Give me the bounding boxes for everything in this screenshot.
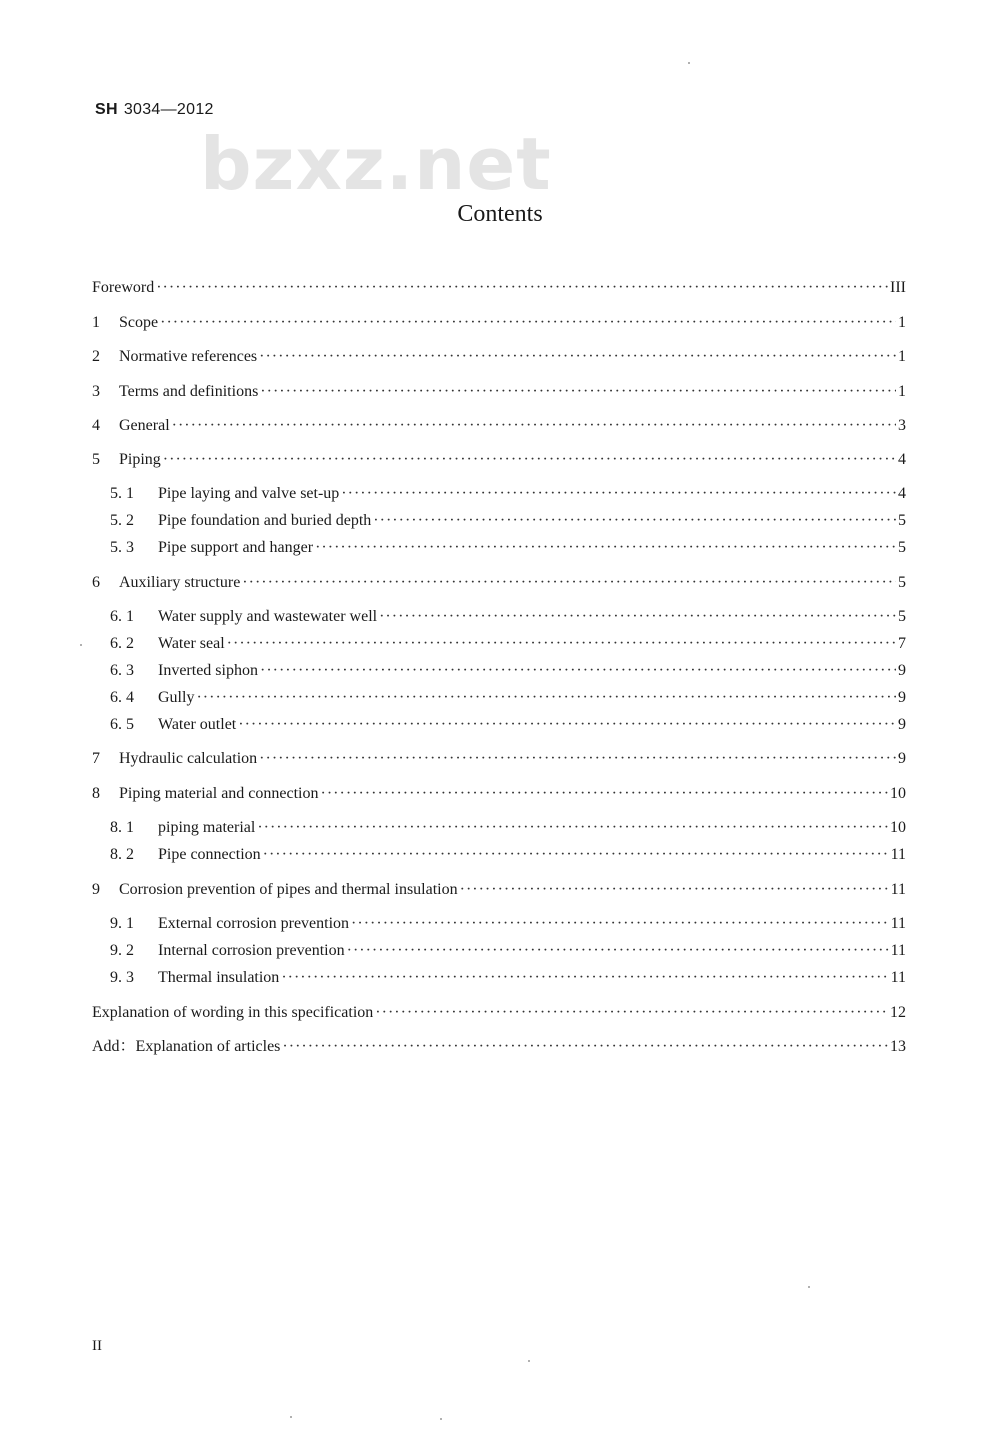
scan-speck bbox=[808, 1286, 810, 1288]
toc-dot-leader bbox=[351, 912, 889, 936]
toc-page-number: 10 bbox=[890, 785, 906, 802]
toc-page-number: 9 bbox=[898, 716, 906, 733]
toc-dot-leader bbox=[259, 345, 896, 369]
toc-label: Internal corrosion prevention bbox=[158, 942, 345, 959]
page-number: II bbox=[92, 1338, 102, 1354]
toc-label: Pipe connection bbox=[158, 846, 261, 863]
toc-page-number: 9 bbox=[898, 689, 906, 706]
toc-page-number: 5 bbox=[898, 608, 906, 625]
toc-page-number: 13 bbox=[890, 1038, 906, 1055]
toc-dot-leader bbox=[281, 966, 888, 990]
toc-dot-leader bbox=[379, 605, 896, 629]
toc-entry[interactable] bbox=[92, 311, 906, 335]
toc-entry[interactable] bbox=[110, 816, 906, 840]
toc-entry[interactable] bbox=[110, 912, 906, 936]
watermark: bzxz.net bbox=[200, 122, 552, 206]
toc-dot-leader bbox=[460, 878, 889, 902]
toc-section-number: 1 bbox=[92, 314, 100, 331]
toc-entry[interactable] bbox=[110, 632, 906, 656]
toc-label: Piping material and connection bbox=[119, 785, 319, 802]
toc-label: Pipe support and hanger bbox=[158, 539, 314, 556]
toc-entry[interactable] bbox=[110, 509, 906, 533]
toc-entry[interactable] bbox=[110, 659, 906, 683]
toc-dot-leader bbox=[373, 509, 896, 533]
toc-section-number: 7 bbox=[92, 750, 100, 767]
toc-section-number: 8 bbox=[92, 785, 100, 802]
toc-dot-leader bbox=[315, 536, 896, 560]
toc-section-number: 8. 1 bbox=[110, 819, 134, 836]
toc-entry[interactable] bbox=[92, 380, 906, 404]
toc-label: Water outlet bbox=[158, 716, 237, 733]
toc-page-number: 1 bbox=[898, 383, 906, 400]
toc-page-number: 1 bbox=[898, 348, 906, 365]
toc-entry[interactable] bbox=[110, 939, 906, 963]
toc-label: Terms and definitions bbox=[119, 383, 259, 400]
toc-page-number: 7 bbox=[898, 635, 906, 652]
toc-dot-leader bbox=[238, 713, 896, 737]
toc-section-number: 9. 1 bbox=[110, 915, 134, 932]
toc-entry[interactable] bbox=[92, 747, 906, 771]
toc-dot-leader bbox=[341, 482, 896, 506]
toc-dot-leader bbox=[375, 1001, 888, 1025]
toc-dot-leader bbox=[260, 380, 896, 404]
toc-dot-leader bbox=[160, 311, 896, 335]
toc-page-number: 11 bbox=[890, 915, 906, 932]
toc-section-number: 5. 1 bbox=[110, 485, 134, 502]
toc-entry[interactable] bbox=[92, 1001, 906, 1025]
toc-label: Water seal bbox=[158, 635, 225, 652]
toc-label: Normative references bbox=[119, 348, 258, 365]
toc-section-number: 2 bbox=[92, 348, 100, 365]
toc-dot-leader bbox=[257, 816, 888, 840]
toc-page-number: 11 bbox=[890, 846, 906, 863]
toc-section-number: 5. 2 bbox=[110, 512, 134, 529]
toc-dot-leader bbox=[227, 632, 896, 656]
scan-speck bbox=[80, 644, 82, 646]
toc-label: External corrosion prevention bbox=[158, 915, 350, 932]
toc-entry[interactable] bbox=[110, 966, 906, 990]
toc-label: Hydraulic calculation bbox=[119, 750, 258, 767]
toc-dot-leader bbox=[282, 1035, 888, 1059]
toc-label: General bbox=[119, 417, 170, 434]
toc-label: Add：Explanation of articles bbox=[92, 1038, 281, 1055]
toc-page-number: 5 bbox=[898, 539, 906, 556]
toc-entry[interactable] bbox=[92, 1035, 906, 1059]
toc-page-number: III bbox=[890, 279, 906, 296]
toc-label: Gully bbox=[158, 689, 195, 706]
toc-label: piping material bbox=[158, 819, 256, 836]
toc-entry[interactable] bbox=[92, 571, 906, 595]
toc-dot-leader bbox=[347, 939, 889, 963]
toc-page-number: 9 bbox=[898, 662, 906, 679]
toc-section-number: 9. 2 bbox=[110, 942, 134, 959]
toc-page-number: 10 bbox=[890, 819, 906, 836]
toc-entry[interactable] bbox=[110, 713, 906, 737]
toc-page-number: 11 bbox=[890, 969, 906, 986]
toc-dot-leader bbox=[242, 571, 896, 595]
document-code-number: 3034—2012 bbox=[123, 101, 214, 118]
toc-page-number: 11 bbox=[890, 942, 906, 959]
toc-section-number: 8. 2 bbox=[110, 846, 134, 863]
toc-dot-leader bbox=[172, 414, 896, 438]
toc-entry[interactable] bbox=[92, 782, 906, 806]
toc-section-number: 5. 3 bbox=[110, 539, 134, 556]
toc-dot-leader bbox=[163, 448, 896, 472]
toc-section-number: 5 bbox=[92, 451, 100, 468]
toc-page-number: 1 bbox=[898, 314, 906, 331]
toc-section-number: 4 bbox=[92, 417, 100, 434]
toc-entry[interactable] bbox=[110, 605, 906, 629]
toc-label: Auxiliary structure bbox=[119, 574, 241, 591]
toc-dot-leader bbox=[196, 686, 896, 710]
toc-label: Water supply and wastewater well bbox=[158, 608, 378, 625]
toc-page-number: 4 bbox=[898, 485, 906, 502]
toc-entry[interactable] bbox=[92, 276, 906, 300]
toc-label: Pipe laying and valve set-up bbox=[158, 485, 340, 502]
toc-dot-leader bbox=[259, 747, 896, 771]
toc-dot-leader bbox=[321, 782, 889, 806]
toc-section-number: 3 bbox=[92, 383, 100, 400]
toc-label: Foreword bbox=[92, 279, 155, 296]
toc-section-number: 6. 5 bbox=[110, 716, 134, 733]
toc-entry[interactable] bbox=[110, 686, 906, 710]
scan-speck bbox=[688, 62, 690, 64]
page-title: Contents bbox=[457, 201, 543, 227]
toc-page-number: 9 bbox=[898, 750, 906, 767]
scan-speck bbox=[290, 1416, 292, 1418]
toc-label: Pipe foundation and buried depth bbox=[158, 512, 372, 529]
toc-section-number: 6. 2 bbox=[110, 635, 134, 652]
toc-section-number: 9 bbox=[92, 881, 100, 898]
toc-label: Inverted siphon bbox=[158, 662, 258, 679]
toc-entry[interactable] bbox=[110, 843, 906, 867]
toc-page-number: 5 bbox=[898, 574, 906, 591]
toc-entry[interactable] bbox=[92, 414, 906, 438]
scan-speck bbox=[440, 1418, 442, 1420]
toc-section-number: 6. 1 bbox=[110, 608, 134, 625]
toc-entry[interactable] bbox=[92, 448, 906, 472]
toc-label: Scope bbox=[119, 314, 159, 331]
toc-page-number: 3 bbox=[898, 417, 906, 434]
toc-label: Explanation of wording in this specification bbox=[92, 1004, 374, 1021]
toc-entry[interactable] bbox=[92, 345, 906, 369]
toc-dot-leader bbox=[260, 659, 896, 683]
toc-label: Thermal insulation bbox=[158, 969, 280, 986]
toc-section-number: 6 bbox=[92, 574, 100, 591]
toc-page-number: 4 bbox=[898, 451, 906, 468]
toc-entry[interactable] bbox=[110, 536, 906, 560]
toc-section-number: 9. 3 bbox=[110, 969, 134, 986]
toc-entry[interactable] bbox=[110, 482, 906, 506]
toc-section-number: 6. 3 bbox=[110, 662, 134, 679]
scan-speck bbox=[528, 1360, 530, 1362]
document-code bbox=[95, 101, 214, 119]
toc-label: Corrosion prevention of pipes and thermal insulation bbox=[119, 881, 458, 898]
toc-section-number: 6. 4 bbox=[110, 689, 134, 706]
toc-dot-leader bbox=[263, 843, 889, 867]
toc-dot-leader bbox=[156, 276, 888, 300]
toc-label: Piping bbox=[119, 451, 161, 468]
toc-entry[interactable] bbox=[92, 878, 906, 902]
toc-page-number: 11 bbox=[890, 881, 906, 898]
toc-page-number: 5 bbox=[898, 512, 906, 529]
toc-page-number: 12 bbox=[890, 1004, 906, 1021]
document-code-prefix: SH bbox=[95, 101, 118, 118]
